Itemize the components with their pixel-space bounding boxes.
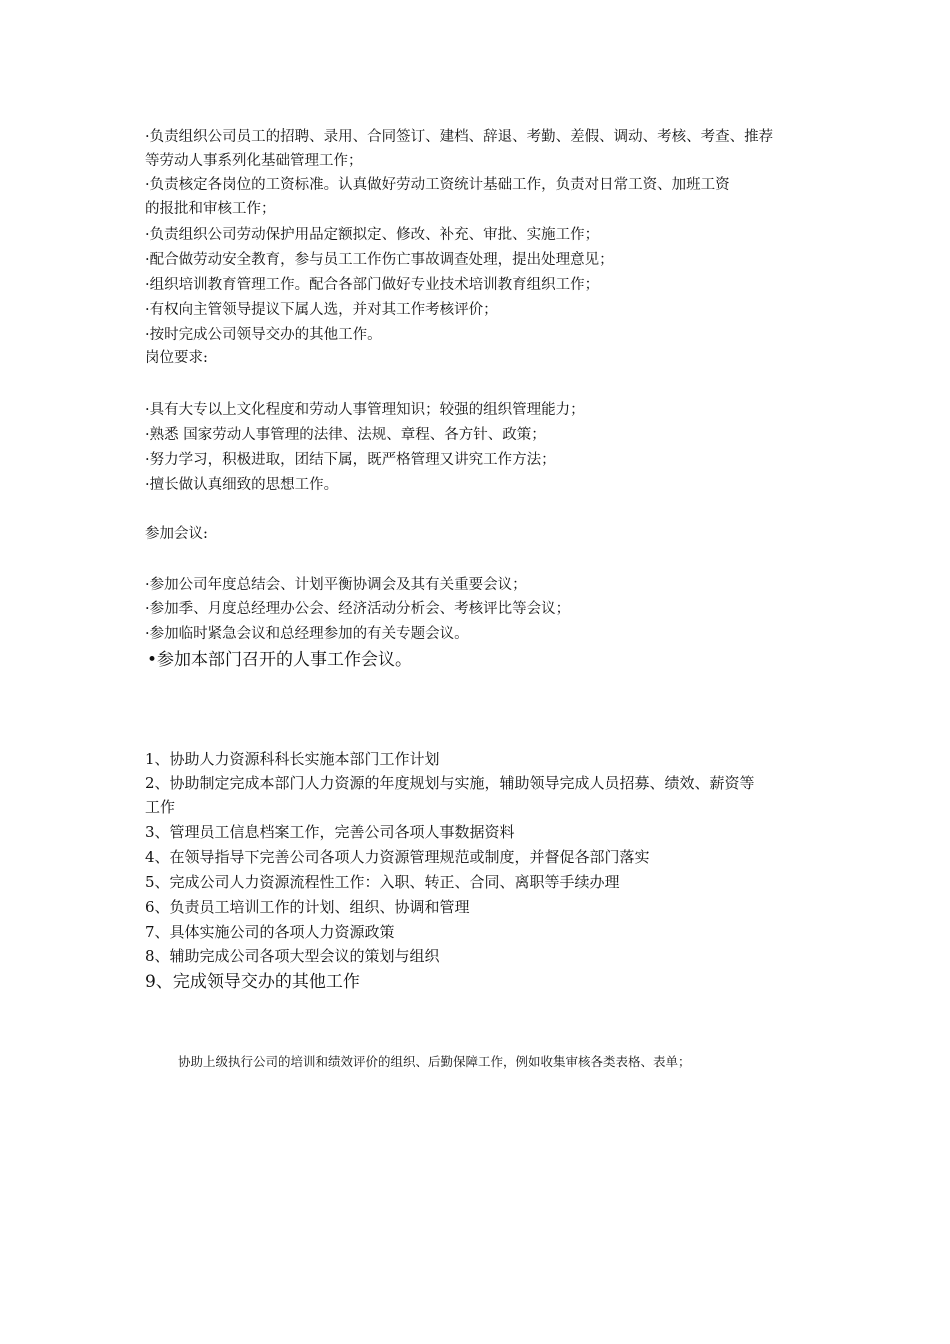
duty-line: 的报批和审核工作； <box>145 201 276 217</box>
meeting-line-large: •参加本部门召开的人事工作会议。 <box>147 650 413 670</box>
numbered-item-large: 9、完成领导交办的其他工作 <box>145 972 360 992</box>
numbered-item: 2、协助制定完成本部门人力资源的年度规划与实施，辅助领导完成人员招募、绩效、薪资等 <box>145 774 755 792</box>
footer-note: 协助上级执行公司的培训和绩效评价的组织、后勤保障工作，例如收集审核各类表格、表单； <box>178 1054 691 1069</box>
duty-line: ·有权向主管领导提议下属人选，并对其工作考核评价； <box>145 302 498 318</box>
meeting-line: ·参加公司年度总结会、计划平衡协调会及其有关重要会议； <box>145 577 527 593</box>
requirement-line: ·擅长做认真细致的思想工作。 <box>145 477 339 493</box>
duty-line: ·负责核定各岗位的工资标准。认真做好劳动工资统计基础工作，负责对日常工资、加班工资 <box>145 177 730 193</box>
requirement-line: ·努力学习，积极进取，团结下属，既严格管理又讲究工作方法； <box>145 452 556 468</box>
duty-line: ·按时完成公司领导交办的其他工作。 <box>145 327 382 343</box>
numbered-item: 工作 <box>145 798 176 816</box>
duty-line: ·配合做劳动安全教育，参与员工工作伤亡事故调查处理，提出处理意见； <box>145 252 614 268</box>
numbered-item: 5、完成公司人力资源流程性工作：入职、转正、合同、离职等手续办理 <box>145 873 620 891</box>
duty-line: ·负责组织公司劳动保护用品定额拟定、修改、补充、审批、实施工作； <box>145 227 600 243</box>
duty-line: 等劳动人事系列化基础管理工作； <box>145 153 363 169</box>
meeting-line: ·参加临时紧急会议和总经理参加的有关专题会议。 <box>145 626 469 642</box>
numbered-item: 8、辅助完成公司各项大型会议的策划与组织 <box>145 947 440 965</box>
numbered-item: 7、具体实施公司的各项人力资源政策 <box>145 923 395 941</box>
requirement-line: ·熟悉 国家劳动人事管理的法律、法规、章程、各方针、政策； <box>145 427 546 443</box>
numbered-item: 6、负责员工培训工作的计划、组织、协调和管理 <box>145 898 470 916</box>
requirement-line: ·具有大专以上文化程度和劳动人事管理知识；较强的组织管理能力； <box>145 402 585 418</box>
numbered-item: 3、管理员工信息档案工作，完善公司各项人事数据资料 <box>145 823 515 841</box>
requirements-heading: 岗位要求: <box>145 350 208 366</box>
duty-line: ·负责组织公司员工的招聘、录用、合同签订、建档、辞退、考勤、差假、调动、考核、考查、推荐 <box>145 129 774 145</box>
numbered-item: 1、协助人力资源科科长实施本部门工作计划 <box>145 750 440 768</box>
meetings-heading: 参加会议: <box>145 526 208 542</box>
meeting-line: ·参加季、月度总经理办公会、经济活动分析会、考核评比等会议； <box>145 601 571 617</box>
duty-line: ·组织培训教育管理工作。配合各部门做好专业技术培训教育组织工作； <box>145 277 600 293</box>
numbered-item: 4、在领导指导下完善公司各项人力资源管理规范或制度，并督促各部门落实 <box>145 848 650 866</box>
